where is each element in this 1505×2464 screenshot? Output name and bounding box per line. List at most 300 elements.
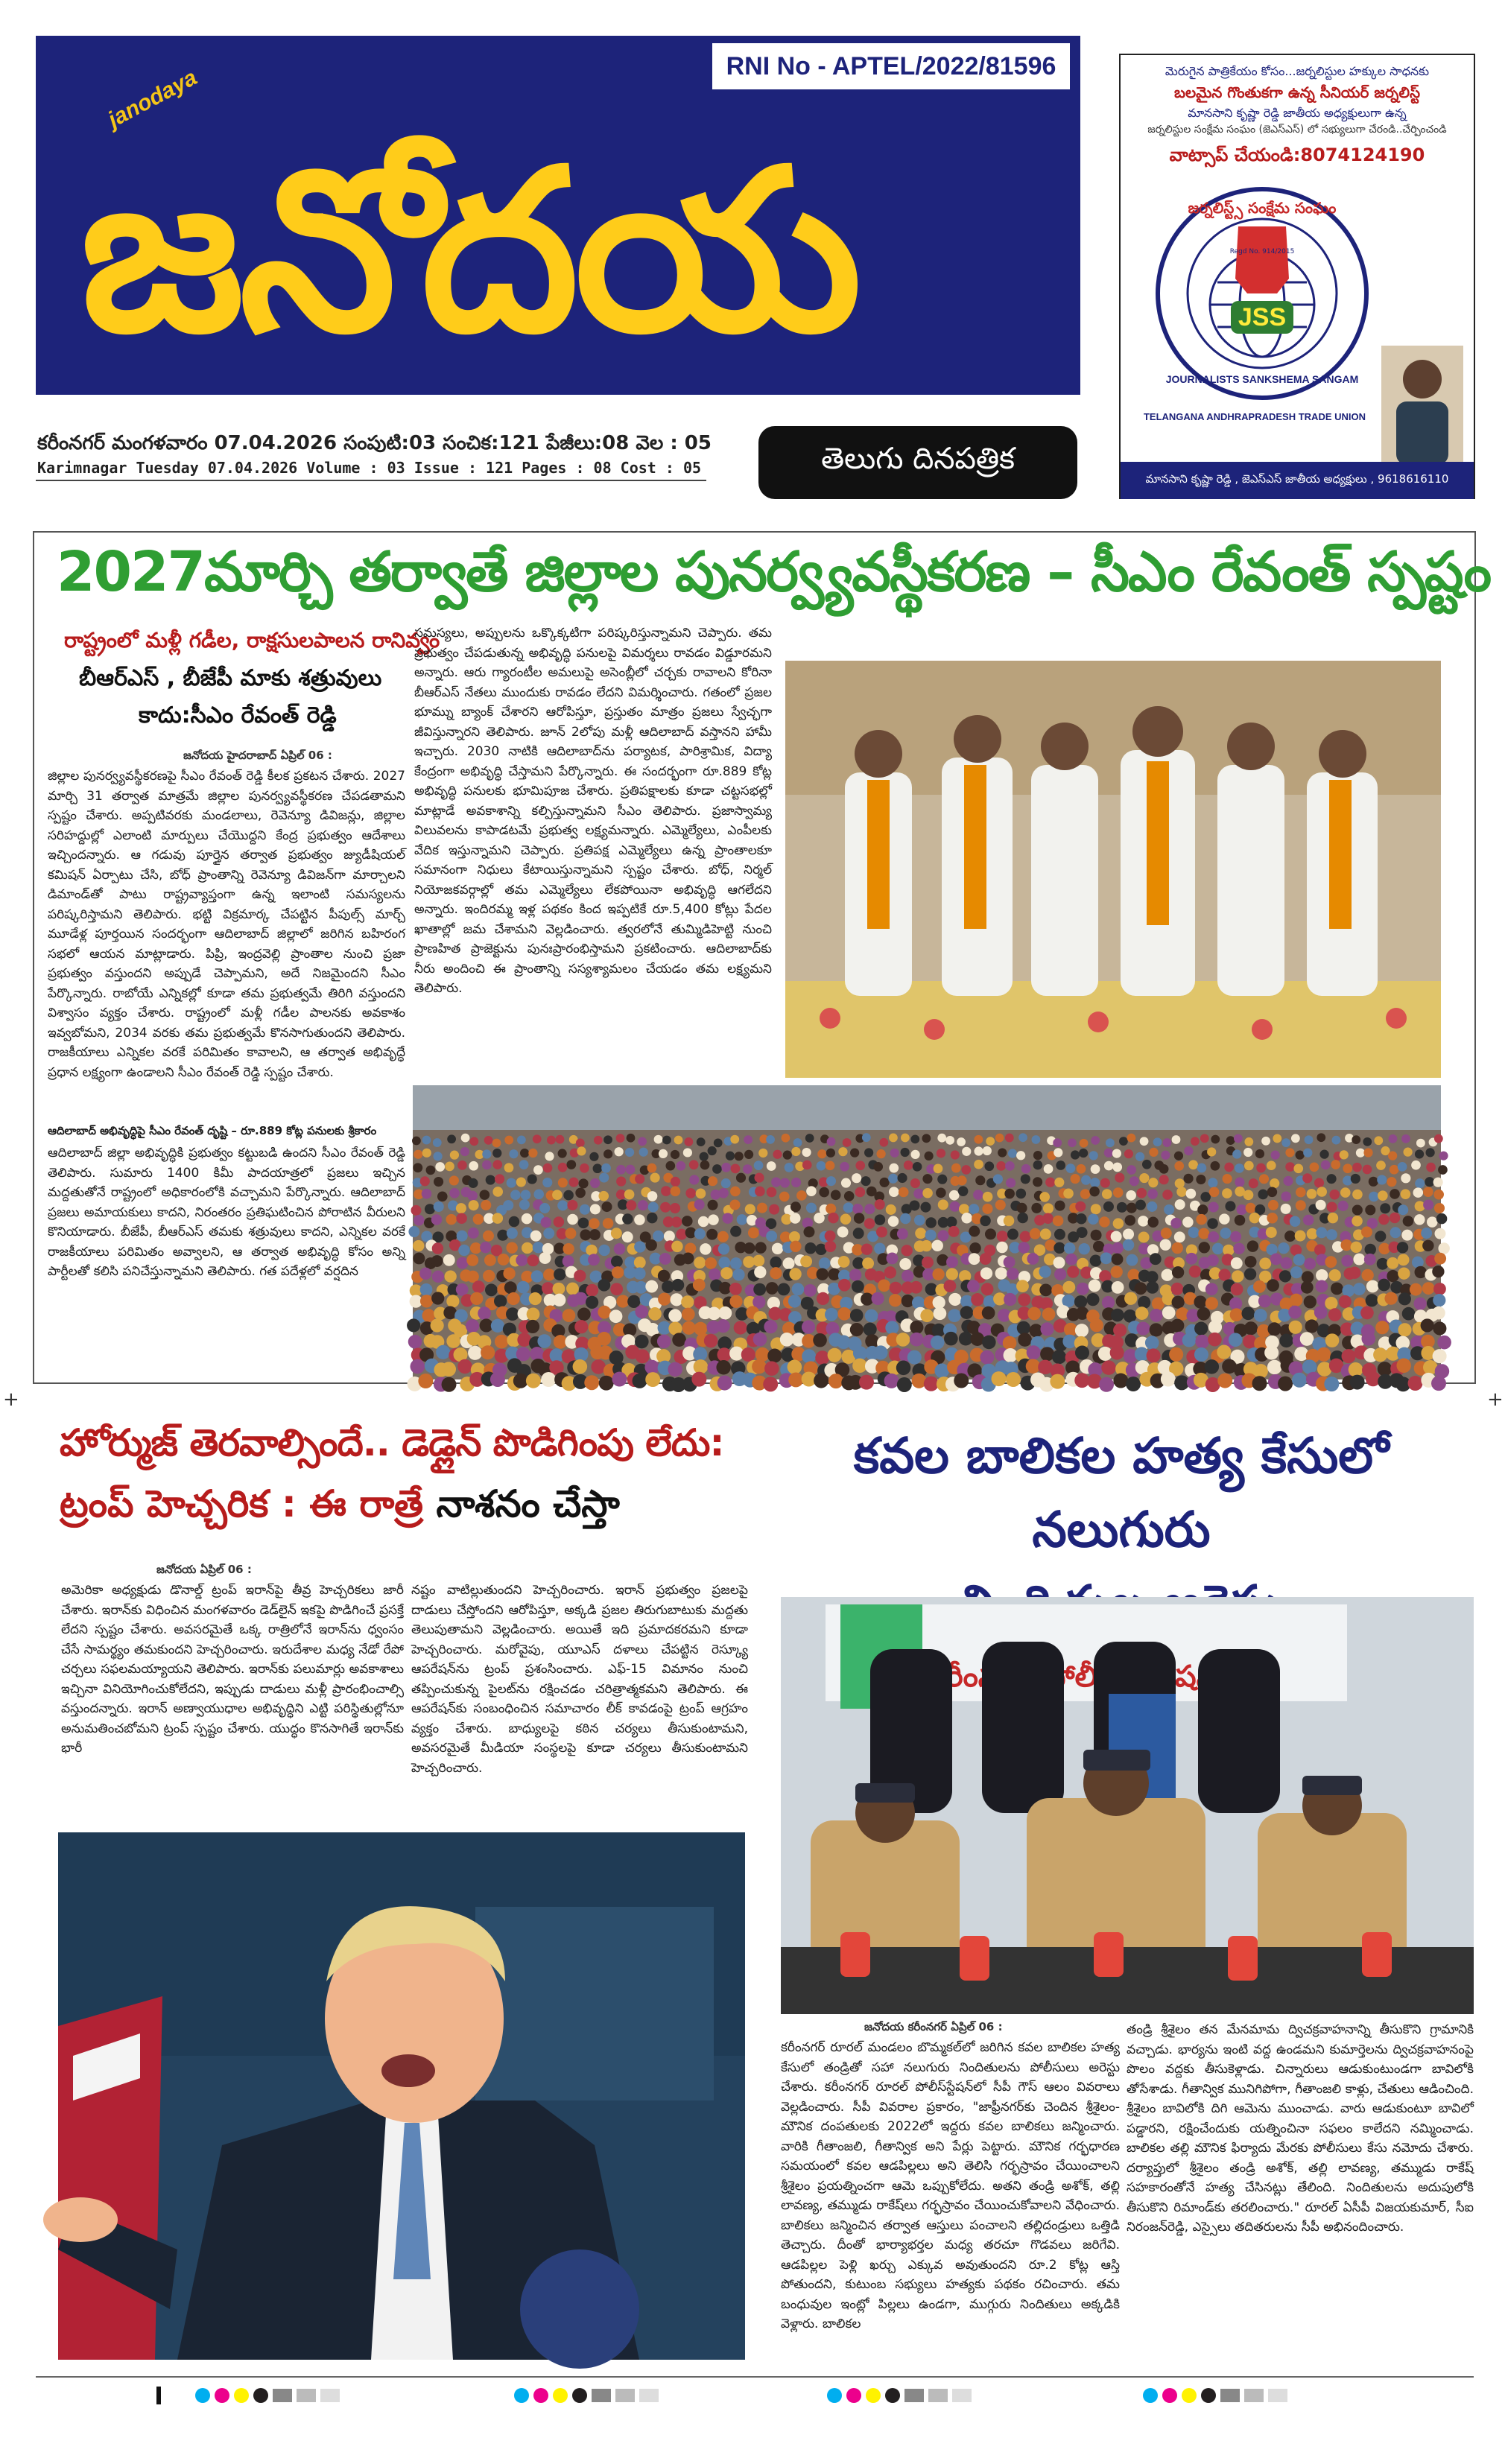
crowd-dot bbox=[1018, 1293, 1030, 1306]
crowd-dot bbox=[841, 1178, 851, 1188]
crowd-dot bbox=[1340, 1150, 1349, 1159]
crowd-dot bbox=[864, 1218, 875, 1229]
crowd-dot bbox=[654, 1135, 663, 1144]
crowd-dot bbox=[1433, 1283, 1446, 1295]
crowd-dot bbox=[533, 1165, 543, 1175]
crowd-dot bbox=[1101, 1360, 1116, 1375]
crowd-dot bbox=[889, 1134, 898, 1143]
crowd-dot bbox=[670, 1293, 682, 1306]
crowd-dot bbox=[504, 1163, 514, 1172]
crowd-dot bbox=[503, 1200, 513, 1210]
crowd-dot bbox=[721, 1178, 731, 1188]
crowd-dot bbox=[1066, 1163, 1076, 1173]
crowd-dot bbox=[1074, 1295, 1087, 1308]
brand-english: janodaya bbox=[104, 65, 201, 133]
crowd-dot bbox=[509, 1216, 520, 1228]
crowd-dot bbox=[1205, 1283, 1218, 1295]
crowd-dot bbox=[1398, 1204, 1408, 1215]
crowd-dot bbox=[946, 1216, 957, 1228]
crowd-dot bbox=[915, 1228, 926, 1239]
crowd-dot bbox=[961, 1213, 972, 1224]
crowd-dot bbox=[1317, 1133, 1325, 1142]
crowd-dot bbox=[520, 1149, 529, 1158]
crowd-dot bbox=[1351, 1242, 1362, 1253]
crowd-dot bbox=[1258, 1190, 1268, 1200]
crowd-dot bbox=[1305, 1319, 1319, 1333]
crowd-dot bbox=[1126, 1254, 1138, 1266]
crowd-dot bbox=[1112, 1163, 1122, 1172]
crowd-dot bbox=[466, 1254, 478, 1266]
crowd-dot bbox=[700, 1152, 709, 1161]
crowd-dot bbox=[729, 1199, 740, 1210]
crowd-dot bbox=[1218, 1268, 1230, 1280]
crowd-dot bbox=[456, 1213, 467, 1225]
crowd-dot bbox=[1021, 1174, 1030, 1184]
crowd-dot bbox=[1245, 1256, 1257, 1268]
crowd-dot bbox=[729, 1283, 742, 1295]
crowd-dot bbox=[543, 1228, 554, 1239]
crowd-dot bbox=[408, 1226, 419, 1237]
crowd-dot bbox=[1182, 1217, 1194, 1228]
crowd-dot bbox=[1233, 1243, 1244, 1254]
crowd-dot bbox=[590, 1204, 601, 1214]
crowd-dot bbox=[981, 1283, 994, 1295]
kaval-dateline: జనోదయ కరీంనగర్ ఏప్రిల్ 06 : bbox=[864, 2020, 1003, 2033]
crowd-dot bbox=[698, 1216, 709, 1228]
crowd-dot bbox=[802, 1160, 812, 1170]
crowd-dot bbox=[510, 1190, 521, 1200]
crowd-dot bbox=[469, 1137, 478, 1146]
kaval-headline-line-1: కవల బాలికల హత్య కేసులో నలుగురు bbox=[853, 1427, 1390, 1558]
crowd-dot bbox=[920, 1309, 934, 1322]
crowd-dot bbox=[974, 1146, 983, 1155]
crowd-dot bbox=[566, 1160, 576, 1169]
crowd-dot bbox=[445, 1270, 457, 1282]
crowd-dot bbox=[859, 1375, 874, 1390]
crowd-dot bbox=[1136, 1188, 1147, 1198]
crowd-dot bbox=[1342, 1349, 1356, 1363]
crowd-dot bbox=[1207, 1254, 1219, 1266]
crowd-dot bbox=[603, 1135, 612, 1144]
crowd-dot bbox=[586, 1296, 598, 1309]
crowd-dot bbox=[790, 1201, 801, 1212]
crowd-dot bbox=[975, 1175, 985, 1185]
crowd-dot bbox=[1378, 1279, 1390, 1292]
ad-union: TELANGANA ANDHRAPRADESH TRADE UNION bbox=[1143, 411, 1366, 422]
crowd-dot bbox=[1089, 1280, 1101, 1292]
crowd-dot bbox=[1291, 1134, 1300, 1143]
crowd-dot bbox=[757, 1203, 767, 1213]
crowd-dot bbox=[1281, 1191, 1291, 1201]
crowd-dot bbox=[645, 1239, 656, 1251]
crowd-dot bbox=[1138, 1216, 1149, 1227]
color-swatch bbox=[1162, 2388, 1177, 2403]
crowd-dot bbox=[980, 1267, 992, 1279]
crowd-dot bbox=[612, 1266, 624, 1278]
crowd-dot bbox=[982, 1306, 995, 1320]
crowd-dot bbox=[580, 1163, 589, 1173]
crowd-dot bbox=[1285, 1162, 1295, 1172]
crowd-dot bbox=[1341, 1255, 1353, 1267]
color-bar-2 bbox=[514, 2388, 659, 2403]
crowd-dot bbox=[780, 1178, 790, 1187]
crowd-dot bbox=[529, 1292, 542, 1305]
crowd-dot bbox=[1017, 1213, 1028, 1224]
crowd-dot bbox=[1044, 1164, 1054, 1174]
crowd-dot bbox=[925, 1217, 937, 1228]
crowd-dot bbox=[983, 1146, 992, 1155]
crowd-dot bbox=[516, 1177, 526, 1187]
crowd-dot bbox=[1042, 1308, 1056, 1321]
crowd-dot bbox=[770, 1257, 782, 1268]
crowd-dot bbox=[1127, 1268, 1139, 1280]
crowd-dot bbox=[437, 1192, 448, 1202]
crowd-dot bbox=[1273, 1134, 1281, 1143]
crowd-dot bbox=[1039, 1192, 1050, 1202]
crowd-dot bbox=[492, 1213, 504, 1224]
crowd-dot bbox=[574, 1292, 587, 1305]
crowd-dot bbox=[1423, 1199, 1433, 1210]
crowd-dot bbox=[636, 1349, 650, 1363]
crowd-dot bbox=[1283, 1176, 1293, 1186]
crowd-dot bbox=[995, 1134, 1004, 1143]
rni-number: RNI No - APTEL/2022/81596 bbox=[712, 43, 1070, 89]
crowd-dot bbox=[789, 1231, 800, 1242]
crowd-dot bbox=[737, 1214, 748, 1225]
crowd-dot bbox=[788, 1295, 801, 1307]
crowd-dot bbox=[1270, 1253, 1282, 1265]
crowd-dot bbox=[1207, 1218, 1218, 1229]
tagline-badge: తెలుగు దినపత్రిక bbox=[758, 426, 1077, 499]
crowd-dot bbox=[521, 1190, 531, 1200]
crowd-dot bbox=[717, 1231, 729, 1242]
crowd-dot bbox=[1293, 1163, 1303, 1173]
crowd-dot bbox=[934, 1164, 943, 1174]
trump-headline-2 bbox=[60, 1482, 745, 1535]
crowd-dot bbox=[1329, 1190, 1340, 1200]
crowd-dot bbox=[601, 1163, 611, 1173]
color-swatch bbox=[1182, 2388, 1197, 2403]
crowd-dot bbox=[1377, 1175, 1387, 1184]
crowd-dot bbox=[1205, 1359, 1220, 1374]
crowd-dot bbox=[490, 1372, 505, 1387]
crowd-dot bbox=[506, 1242, 517, 1253]
crowd-dot bbox=[1410, 1283, 1422, 1296]
crowd-dot bbox=[657, 1335, 671, 1349]
crowd-dot bbox=[922, 1257, 934, 1268]
crowd-dot bbox=[1266, 1227, 1277, 1238]
crowd-dot bbox=[484, 1254, 496, 1266]
crowd-dot bbox=[1317, 1187, 1327, 1197]
crowd-dot bbox=[764, 1320, 777, 1333]
crowd-dot bbox=[580, 1204, 590, 1215]
crowd-dot bbox=[574, 1270, 586, 1282]
crowd-dot bbox=[1032, 1135, 1041, 1144]
crowd-dot bbox=[1326, 1229, 1337, 1240]
crowd-dot bbox=[766, 1282, 779, 1295]
crowd-dot bbox=[910, 1178, 920, 1188]
crowd-dot bbox=[1279, 1333, 1293, 1347]
crowd-dot bbox=[594, 1136, 603, 1145]
crowd-dot bbox=[1349, 1362, 1363, 1377]
crowd-dot bbox=[1159, 1175, 1169, 1184]
crowd-dot bbox=[744, 1135, 752, 1144]
crowd-dot bbox=[838, 1279, 851, 1292]
crowd-dot bbox=[697, 1137, 706, 1146]
crowd-dot bbox=[825, 1308, 838, 1321]
crowd-dot bbox=[411, 1359, 425, 1374]
crowd-dot bbox=[1126, 1190, 1136, 1201]
crowd-dot bbox=[670, 1203, 680, 1213]
crowd-dot bbox=[1110, 1346, 1124, 1360]
crowd-dot bbox=[726, 1152, 735, 1160]
crowd-dot bbox=[413, 1240, 424, 1251]
crowd-dot bbox=[527, 1254, 539, 1266]
ad-portrait-photo bbox=[1381, 346, 1463, 465]
crowd-dot bbox=[1401, 1189, 1411, 1199]
crowd-dot bbox=[996, 1242, 1007, 1253]
crowd-dot bbox=[531, 1270, 543, 1282]
crowd-dot bbox=[638, 1137, 647, 1146]
crowd-dot bbox=[779, 1192, 790, 1202]
crowd-dot bbox=[1421, 1318, 1434, 1332]
crowd-dot bbox=[434, 1177, 443, 1187]
gray-swatch bbox=[904, 2389, 924, 2402]
crowd-dot bbox=[741, 1347, 755, 1362]
crowd-dot bbox=[815, 1350, 829, 1365]
crowd-dot bbox=[1426, 1163, 1436, 1172]
crowd-dot bbox=[853, 1346, 867, 1360]
crowd-dot bbox=[969, 1204, 979, 1214]
crowd-dot bbox=[788, 1360, 802, 1375]
crowd-dot bbox=[1259, 1257, 1271, 1269]
lead-column-2: సమస్యలు, అప్పులను ఒక్కొక్కటిగా పరిష్కరిస్తున్నామని చెప్పారు. తమ ప్రభుత్వం చేపడుతున్న అభివృద్ధి పనులపై విమర్శలు రావడం విడ్డూరమని అన్నారు. ఆరు గ్యారంటీల అమలుపై అసెంబ్లీలో చర్చకు రావాలని కోరినా బీఆర్ఎస్ నేతలు ముందుకు రావడం లేదని విమర్శించారు. గతంలో ప్రజల భూమ్ను బ్యాంక్ చేశారని ఆరోపిస్తూ, ప్రస్తుతం మాత్రం ప్రజలు స్వేచ్ఛగా జీవిస్తున్నారని తెలిపారు. జూన్ 2లోపు మళ్లీ ఆదిలాబాద్ వస్తానని హామీ ఇచ్చారు. 2030 నాటికి ఆదిలాబాద్‌ను పర్యాటక, పారిశ్రామిక, విద్యా కేంద్రంగా అభివృద్ధి చేస్తామని పేర్కొన్నారు. ఈ సందర్భంగా రూ.889 కోట్ల అభివృద్ధి పనులకు భూమిపూజ చేశారు. ప్రతిపక్షాలకు కూడా చట్టసభల్లో మాట్లాడే అవకాశాన్ని కల్పిస్తున్నామని సీఎం తెలిపారు. ప్రజాస్వామ్య విలువలను కాపాడటమే ప్రభుత్వ లక్ష్యమన్నారు. ఎమ్మెల్యేలు, ఎంపీలకు వేదిక ఇస్తున్నామని చెప్పారు. ప్రతిపక్ష ఎమ్మెల్యేలు ఉన్న ప్రాంతాలకూ సమానంగా నిధులు కేటాయిస్తున్నామని స్పష్టం చేశారు. బోధ్, నిర్మల్ నియోజకవర్గాల్లో తమ ఎమ్మెల్యేలు లేకపోయినా అభివృద్ధి ఆగలేదని అన్నారు. ఇందిరమ్మ ఇళ్ల పథకం కింద ఇప్పటికే రూ.5,400 కోట్లు పేదల ఖాతాల్లో జమ చేశామని వెల్లడించారు. త్వరలోనే తుమ్మిడిహెట్టి నుంచి ప్రాణహిత ప్రాజెక్టును పునఃప్రారంభిస్తామని ప్రకటించారు. ఆదిలాబాద్‌కు నీరు అందించి ఈ ప్రాంతాన్ని సస్యశ్యామలం చేయడం తమ లక్ష్యమని తెలిపారు. bbox=[414, 626, 772, 997]
crowd-dot bbox=[1124, 1309, 1137, 1323]
crowd-dot bbox=[1111, 1309, 1124, 1322]
crowd-dot bbox=[469, 1200, 479, 1210]
crowd-dot bbox=[517, 1135, 526, 1144]
crowd-dot bbox=[553, 1294, 565, 1306]
crowd-dot bbox=[622, 1213, 633, 1225]
crowd-dot bbox=[758, 1149, 767, 1158]
crowd-dot bbox=[1054, 1257, 1065, 1268]
crowd-dot bbox=[1195, 1335, 1209, 1349]
crowd-dot bbox=[1018, 1133, 1027, 1142]
crowd-dot bbox=[1352, 1216, 1363, 1227]
crowd-dot bbox=[1147, 1201, 1157, 1212]
crowd-dot bbox=[732, 1268, 744, 1280]
crowd-dot bbox=[1188, 1160, 1198, 1169]
crowd-dot bbox=[1253, 1280, 1266, 1293]
crowd-dot bbox=[492, 1139, 501, 1148]
crowd-dot bbox=[1314, 1306, 1328, 1319]
crowd-dot bbox=[1004, 1257, 1016, 1268]
crowd-dot bbox=[694, 1199, 705, 1210]
crowd-dot bbox=[1327, 1201, 1337, 1212]
crowd-dot bbox=[861, 1176, 871, 1186]
crowd-dot bbox=[494, 1295, 507, 1307]
crowd-dot bbox=[1256, 1163, 1266, 1173]
crowd-dot bbox=[1332, 1136, 1341, 1145]
crowd-dot bbox=[767, 1161, 776, 1171]
crowd-dot bbox=[1175, 1178, 1185, 1188]
crowd-dot bbox=[1307, 1189, 1317, 1199]
crowd-dot bbox=[705, 1257, 717, 1269]
crowd-dot bbox=[975, 1135, 983, 1144]
crowd-dot bbox=[483, 1270, 495, 1282]
crowd-dot bbox=[838, 1256, 850, 1268]
crowd-dot bbox=[469, 1161, 478, 1171]
crowd-dot bbox=[1303, 1215, 1314, 1226]
crowd-dot bbox=[457, 1359, 472, 1374]
ad-line-1: మెరుగైన పాత్రికేయం కోసం...జర్నలిస్టుల హక్కుల సాధనకు bbox=[1165, 64, 1430, 78]
crowd-dot bbox=[1182, 1333, 1197, 1347]
crowd-dot bbox=[907, 1350, 922, 1365]
crowd-dot bbox=[948, 1293, 961, 1306]
color-bar-3 bbox=[827, 2388, 972, 2403]
crowd-dot bbox=[573, 1359, 588, 1374]
crowd-dot bbox=[598, 1245, 609, 1256]
crowd-dot bbox=[674, 1136, 683, 1145]
crowd-dot bbox=[1113, 1187, 1124, 1198]
crowd-dot bbox=[456, 1203, 466, 1213]
crowd-dot bbox=[1016, 1151, 1025, 1160]
crowd-dot bbox=[817, 1149, 826, 1158]
crowd-dot bbox=[694, 1228, 706, 1239]
crowd-dot bbox=[557, 1200, 568, 1210]
crowd-dot bbox=[803, 1226, 814, 1237]
dateline-english: Karimnagar Tuesday 07.04.2026 Volume : 03 Issue : 121 Pages : 08 Cost : 05 bbox=[37, 459, 702, 477]
crowd-dot bbox=[466, 1319, 479, 1333]
trump-dateline: జనోదయ ఏప్రిల్ 06 : bbox=[156, 1563, 252, 1576]
gray-swatch bbox=[952, 2389, 972, 2402]
crowd-dot bbox=[1145, 1336, 1159, 1350]
crowd-dot bbox=[899, 1187, 909, 1198]
crowd-dot bbox=[442, 1377, 457, 1392]
crowd-dot bbox=[420, 1283, 433, 1296]
crowd-dot bbox=[1055, 1201, 1065, 1211]
crowd-dot bbox=[986, 1137, 995, 1146]
crowd-dot bbox=[483, 1231, 494, 1242]
crowd-dot bbox=[1170, 1319, 1184, 1333]
crowd-dot bbox=[1321, 1160, 1331, 1170]
crowd-dot bbox=[668, 1362, 682, 1377]
crowd-dot bbox=[1325, 1256, 1337, 1268]
footer-tick bbox=[156, 2387, 161, 2404]
crowd-dot bbox=[566, 1283, 579, 1295]
crowd-dot bbox=[730, 1187, 741, 1197]
crowd-dot bbox=[563, 1309, 576, 1322]
crowd-dot bbox=[1004, 1189, 1015, 1199]
color-swatch bbox=[827, 2388, 842, 2403]
crowd-dot bbox=[1062, 1281, 1075, 1294]
crowd-dot bbox=[633, 1374, 647, 1388]
crowd-dot bbox=[1071, 1150, 1080, 1159]
crowd-dot bbox=[431, 1292, 444, 1304]
crowd-dot bbox=[896, 1333, 910, 1347]
crowd-dot bbox=[1208, 1320, 1222, 1333]
color-swatch bbox=[514, 2388, 529, 2403]
crowd-dot bbox=[558, 1149, 567, 1158]
crowd-dot bbox=[1378, 1190, 1388, 1201]
crowd-dot bbox=[516, 1347, 530, 1361]
crowd-dot bbox=[744, 1150, 753, 1159]
crowd-dot bbox=[1389, 1134, 1398, 1143]
crowd-dot bbox=[1040, 1347, 1054, 1361]
crowd-dot bbox=[1243, 1190, 1254, 1201]
crowd-dot bbox=[1111, 1231, 1122, 1242]
crowd-dot bbox=[671, 1186, 681, 1196]
crowd-dot bbox=[516, 1254, 527, 1266]
crowd-dot bbox=[717, 1376, 732, 1391]
crowd-dot bbox=[1338, 1201, 1349, 1211]
crowd-dot bbox=[662, 1136, 671, 1145]
crowd-dot bbox=[1135, 1282, 1147, 1295]
crowd-dot bbox=[1267, 1322, 1281, 1336]
crowd-dot bbox=[1314, 1244, 1325, 1255]
crowd-dot bbox=[601, 1201, 612, 1212]
crowd-dot bbox=[995, 1200, 1006, 1210]
crowd-dot bbox=[876, 1226, 887, 1237]
crowd-dot bbox=[482, 1149, 491, 1158]
trump-photo bbox=[58, 1832, 745, 2360]
crowd-dot bbox=[1353, 1283, 1366, 1295]
crowd-dot bbox=[627, 1134, 636, 1143]
crowd-dot bbox=[971, 1293, 983, 1306]
crowd-dot bbox=[1303, 1148, 1312, 1157]
crowd-dot bbox=[1387, 1177, 1396, 1187]
crowd-dot bbox=[671, 1279, 684, 1292]
crowd-dot bbox=[1077, 1164, 1086, 1174]
ad-line-2: బలమైన గొంతుకగా ఉన్న సీనియర్ జర్నలిస్ట్ bbox=[1173, 83, 1421, 101]
crowd-dot bbox=[449, 1175, 459, 1185]
color-swatch bbox=[572, 2388, 587, 2403]
crowd-dot bbox=[1071, 1174, 1080, 1184]
crowd-dot bbox=[1408, 1376, 1423, 1391]
crowd-dot bbox=[1017, 1321, 1030, 1335]
crowd-dot bbox=[924, 1377, 939, 1391]
crowd-dot bbox=[743, 1164, 752, 1174]
crowd-dot bbox=[1031, 1203, 1042, 1213]
crowd-dot bbox=[951, 1163, 961, 1173]
crowd-dot bbox=[1361, 1269, 1373, 1281]
crowd-dot bbox=[931, 1336, 945, 1350]
gray-swatch bbox=[1244, 2389, 1264, 2402]
crowd-dot bbox=[633, 1268, 645, 1280]
crowd-dot bbox=[1398, 1254, 1410, 1266]
crowd-dot bbox=[568, 1178, 578, 1187]
color-swatch bbox=[215, 2388, 229, 2403]
crop-mark-right: + bbox=[1487, 1388, 1504, 1411]
crowd-dot bbox=[1361, 1226, 1372, 1237]
crowd-dot bbox=[1040, 1228, 1051, 1239]
crowd-dot bbox=[1388, 1152, 1397, 1160]
crowd-dot bbox=[1398, 1162, 1407, 1172]
crowd-dot bbox=[901, 1148, 910, 1157]
crowd-dot bbox=[1211, 1161, 1220, 1171]
crowd-dot bbox=[764, 1362, 779, 1377]
crowd-dot bbox=[1099, 1216, 1110, 1228]
crowd-dot bbox=[446, 1334, 460, 1348]
crowd-dot bbox=[1295, 1231, 1306, 1242]
crowd-dot bbox=[1077, 1283, 1089, 1295]
crowd-dot bbox=[671, 1216, 682, 1228]
crowd-dot bbox=[982, 1204, 992, 1214]
crowd-dot bbox=[879, 1138, 888, 1147]
crowd-dot bbox=[1350, 1375, 1365, 1390]
crowd-dot bbox=[1252, 1376, 1267, 1391]
crowd-dot bbox=[704, 1334, 718, 1348]
